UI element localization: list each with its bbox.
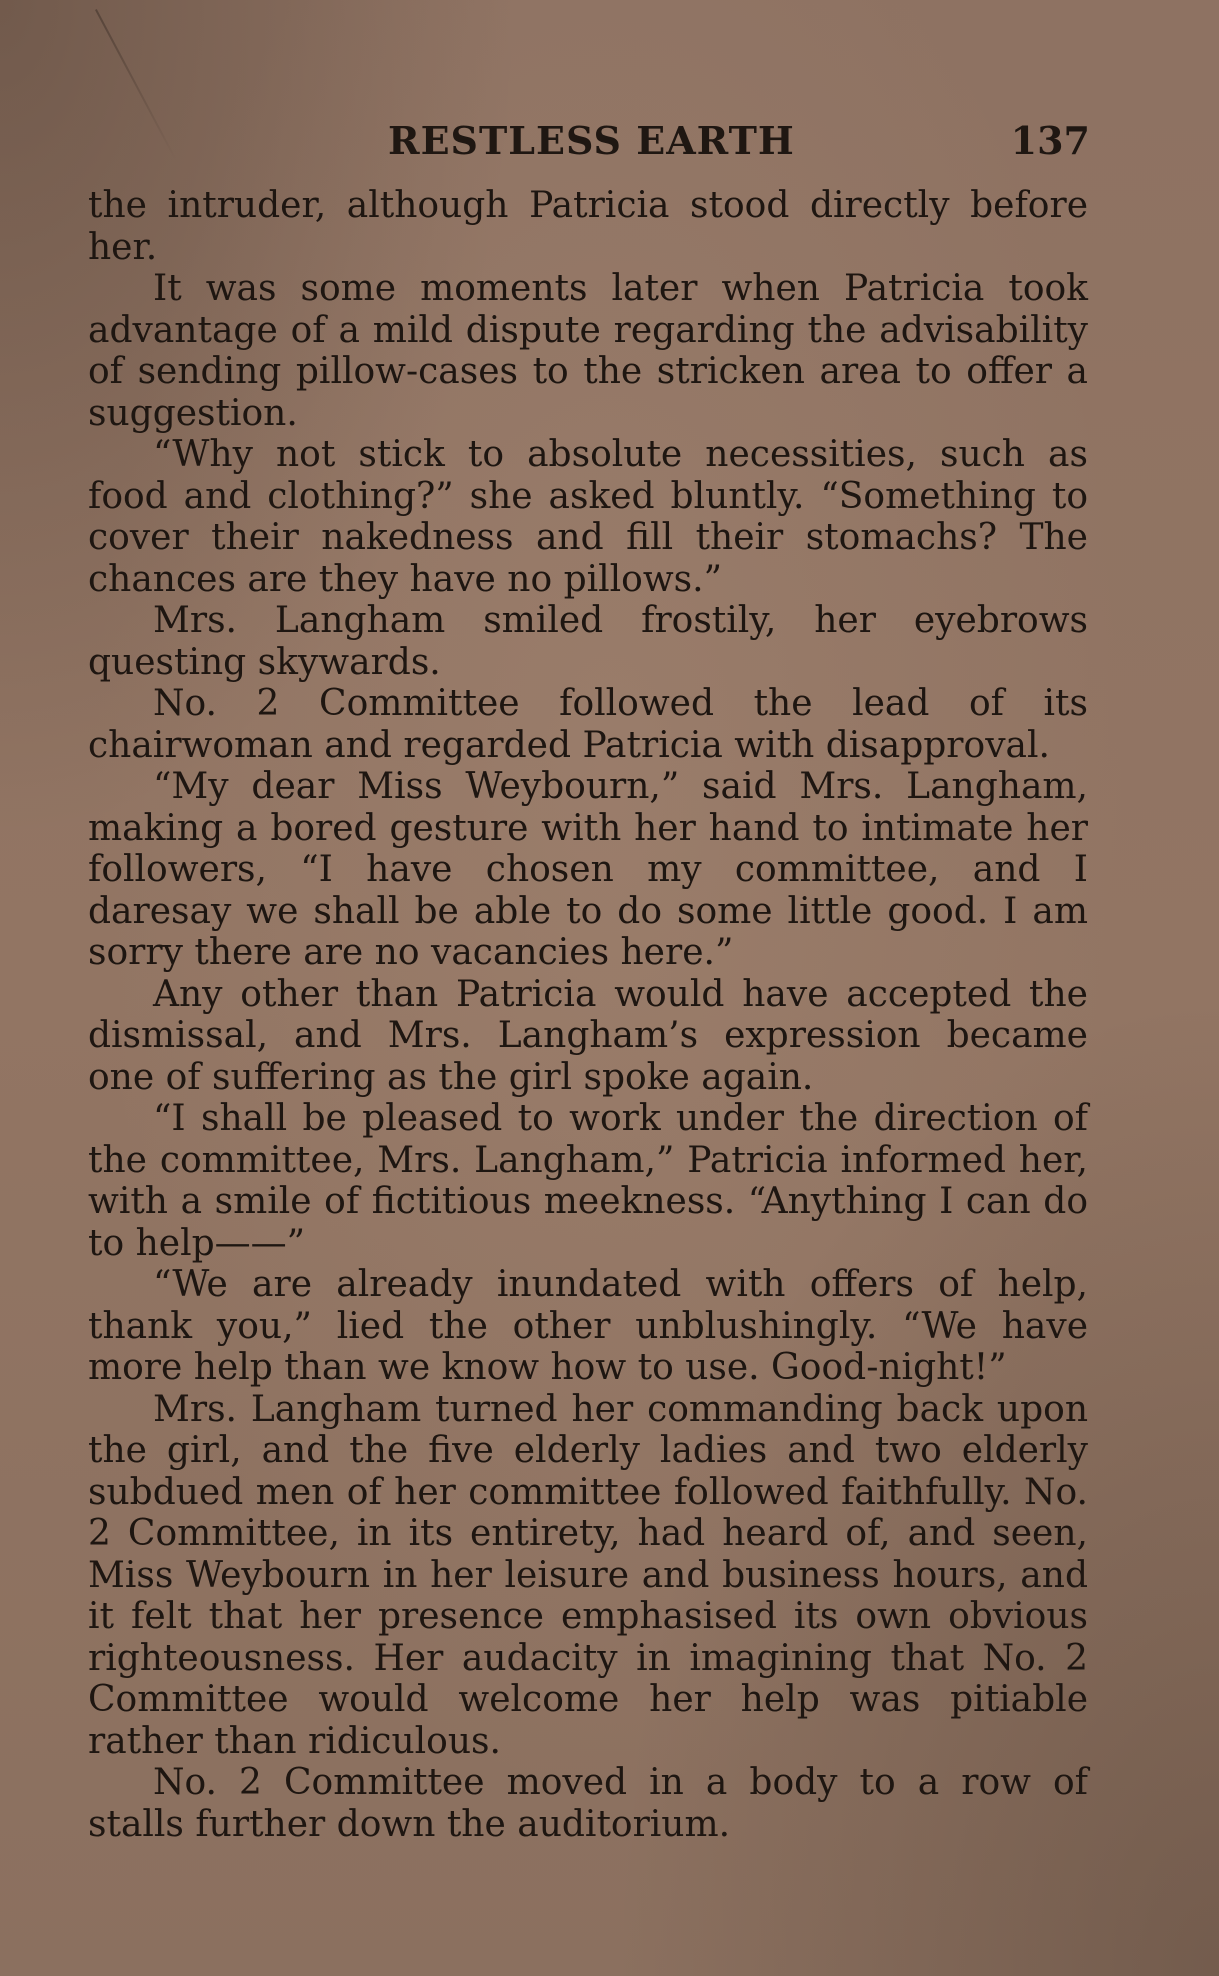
running-title: RESTLESS EARTH	[388, 118, 795, 163]
paragraph: the intruder, although Patricia stood directly before her.	[88, 185, 1088, 268]
body-text	[88, 185, 1088, 1845]
paragraph: Mrs. Langham turned her commanding back upon the girl, and the five elderly ladies and two elderly subdued men of her committee followed faithfully. No. 2 Committee, in its entirety, had heard of, and seen, Miss Weybourn in her leisure and business hours, and it felt that her presence emphasised its own obvious righteousness. Her audacity in imagining that No. 2 Committee would welcome her help was pitiable rather than ridiculous.	[88, 1388, 1088, 1762]
paragraph: “Why not stick to absolute necessities, such as food and clothing?” she asked bluntly. “Something to cover their nakedness and fill their stomachs? The chances are they have no pillows.”	[88, 434, 1088, 600]
paragraph: No. 2 Committee followed the lead of its chairwoman and regarded Patricia with disapproval.	[88, 683, 1088, 766]
paragraph: Any other than Patricia would have accepted the dismissal, and Mrs. Langham’s expression became one of suffering as the girl spoke again.	[88, 973, 1088, 1098]
paragraph: “My dear Miss Weybourn,” said Mrs. Langham, making a bored gesture with her hand to intimate her followers, “I have chosen my committee, and I daresay we shall be able to do some little good. I am sorry there are no vacancies here.”	[88, 766, 1088, 973]
paragraph: “We are already inundated with offers of help, thank you,” lied the other unblushingly. “We have more help than we know how to use. Good-night!”	[88, 1264, 1088, 1388]
paragraph: It was some moments later when Patricia took advantage of a mild dispute regarding the advisability of sending pillow-cases to the stricken area to offer a suggestion.	[88, 268, 1088, 434]
paragraph: “I shall be pleased to work under the direction of the committee, Mrs. Langham,” Patricia informed her, with a smile of fictitious meekness. “Anything I can do to help——”	[88, 1098, 1088, 1264]
paragraph: No. 2 Committee moved in a body to a row of stalls further down the auditorium.	[88, 1762, 1088, 1845]
page-header	[88, 118, 1088, 168]
paragraph: Mrs. Langham smiled frostily, her eyebrows questing skywards.	[88, 600, 1088, 683]
page-number: 137	[1010, 118, 1090, 163]
